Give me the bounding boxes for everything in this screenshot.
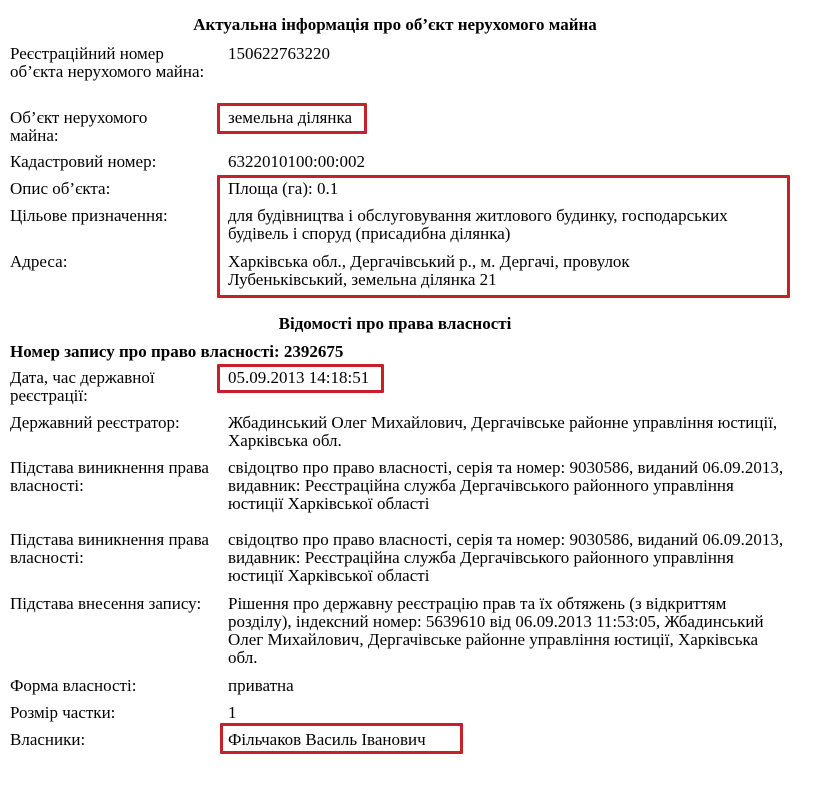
- label-ownership-basis-1: Підстава виникнення права власності:: [10, 458, 209, 495]
- value-ownership-form: приватна: [228, 676, 294, 695]
- ownership-record-number: Номер запису про право власності: 2392675: [10, 342, 344, 361]
- highlight-registration-date: [217, 364, 384, 393]
- label-entry-basis: Підстава внесення запису:: [10, 594, 202, 613]
- value-cadastral-number: 6322010100:00:002: [228, 152, 365, 171]
- value-ownership-basis-1: свідоцтво про право власності, серія та номер: 9030586, виданий 06.09.2013, видавник: Реєстраційна служба Дергачівського районного управління юстиції Харківської області: [228, 458, 784, 513]
- label-share-size: Розмір частки:: [10, 703, 116, 722]
- section-title-object: Актуальна інформація про об’єкт нерухомого майна: [193, 15, 597, 34]
- value-ownership-basis-2: свідоцтво про право власності, серія та номер: 9030586, виданий 06.09.2013, видавник: Реєстраційна служба Дергачівського районного управління юстиції Харківської області: [228, 530, 784, 585]
- label-description: Опис об’єкта:: [10, 179, 111, 198]
- value-registrar: Жбадинський Олег Михайлович, Дергачівське районне управління юстиції, Харківська обл.: [228, 413, 778, 450]
- highlight-object-type: [217, 103, 367, 134]
- label-cadastral-number: Кадастровий номер:: [10, 152, 157, 171]
- label-registrar: Державний реєстратор:: [10, 413, 180, 432]
- value-object-type: земельна ділянка: [228, 108, 353, 127]
- section-title-ownership: Відомості про права власності: [278, 314, 512, 333]
- value-owners: Фільчаков Василь Іванович: [228, 730, 426, 749]
- label-object-type: Об’єкт нерухомого майна:: [10, 108, 148, 145]
- highlight-description-purpose-address: [217, 175, 790, 298]
- highlight-owners: [220, 723, 463, 754]
- label-address: Адреса:: [10, 252, 68, 271]
- value-registration-number: 150622763220: [228, 44, 330, 63]
- label-owners: Власники:: [10, 730, 86, 749]
- value-address: Харківська обл., Дергачівський р., м. Дергачі, провулок Лубеньківський, земельна ділянка 21: [228, 252, 630, 289]
- label-registration-number: Реєстраційний номер об’єкта нерухомого майна:: [10, 44, 205, 81]
- label-ownership-form: Форма власності:: [10, 676, 137, 695]
- value-share-size: 1: [228, 703, 237, 722]
- value-registration-date: 05.09.2013 14:18:51: [228, 368, 370, 387]
- value-entry-basis: Рішення про державну реєстрацію прав та їх обтяжень (з відкриттям розділу), індексний номер: 5639610 від 06.09.2013 11:53:05, Жбадинський Олег Михайлович, Дергачівське районне управління юстиції, Харківська обл.: [228, 594, 764, 667]
- label-ownership-basis-2: Підстава виникнення права власності:: [10, 530, 209, 567]
- label-purpose: Цільове призначення:: [10, 206, 168, 225]
- value-purpose: для будівництва і обслуговування житлового будинку, господарських будівель і споруд (присадибна ділянка): [228, 206, 728, 243]
- label-registration-date: Дата, час державної реєстрації:: [10, 368, 155, 405]
- value-description: Площа (га): 0.1: [228, 179, 339, 198]
